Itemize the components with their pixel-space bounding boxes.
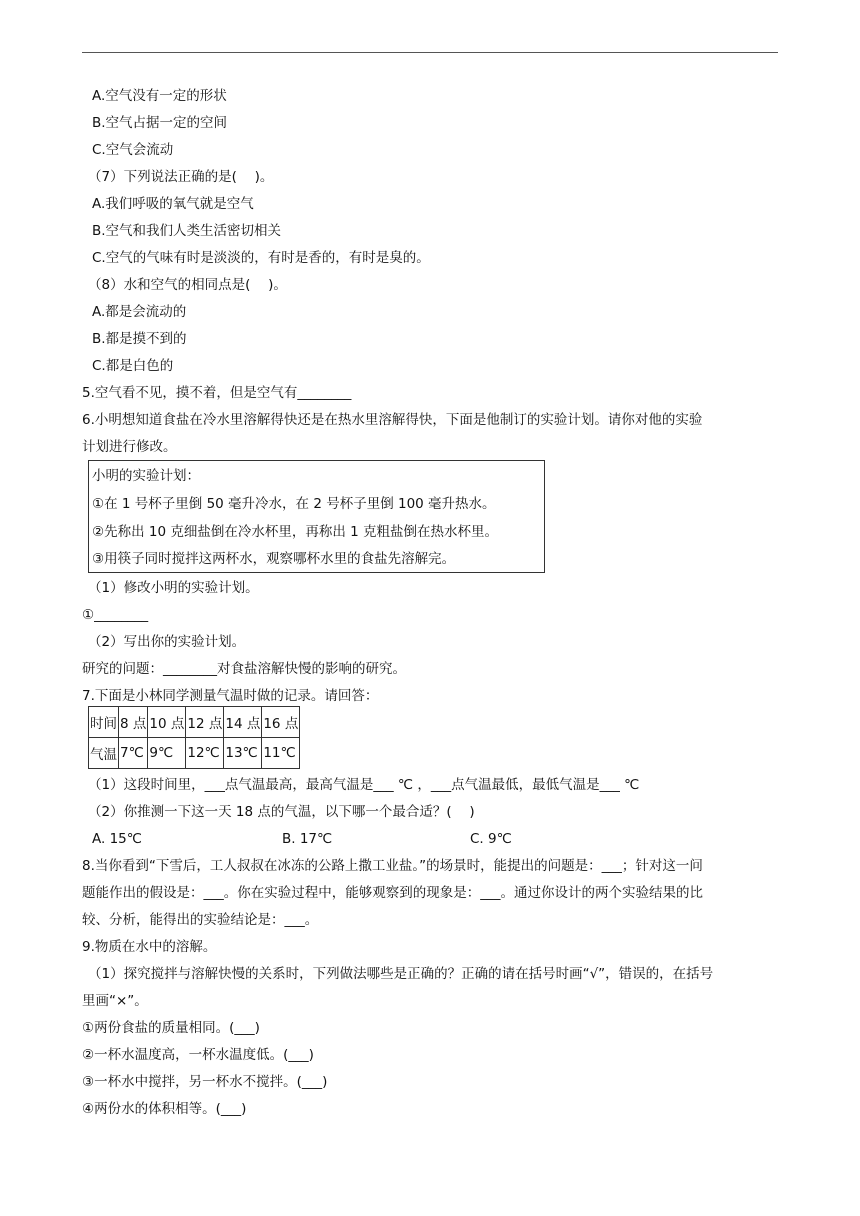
- problem-6-line-1: 6.小明想知道食盐在冷水里溶解得快还是在热水里溶解得快，下面是他制订的实验计划。请你对他的实验: [82, 412, 703, 428]
- table-row-temperature: [89, 738, 300, 769]
- table-cell: 12 点: [186, 707, 224, 738]
- q7-option-a: A.我们呼吸的氧气就是空气: [92, 196, 254, 212]
- table-cell: 7℃: [119, 738, 148, 769]
- problem-5: 5.空气看不见，摸不着，但是空气有________: [82, 385, 352, 401]
- table-cell: 16 点: [262, 707, 300, 738]
- temperature-table: [88, 706, 300, 769]
- q7-option-c: C.空气的气味有时是淡淡的，有时是香的，有时是臭的。: [92, 250, 430, 266]
- plan-step-2: ②先称出 10 克细盐倒在冷水杯里，再称出 1 克粗盐倒在热水杯里。: [92, 524, 499, 540]
- problem-9-sub-1-line-1: （1）探究搅拌与溶解快慢的关系时，下列做法哪些是正确的？正确的请在括号时画“√”，错误的，在括号: [88, 966, 714, 982]
- q6-option-b: B.空气占据一定的空间: [92, 115, 228, 131]
- q7-option-b: B.空气和我们人类生活密切相关: [92, 223, 282, 239]
- q6-option-c: C.空气会流动: [92, 142, 174, 158]
- experiment-plan-box: [88, 460, 545, 573]
- problem-6-sub-2: （2）写出你的实验计划。: [88, 634, 246, 650]
- p7-option-c: C. 9℃: [470, 831, 512, 847]
- problem-6-line-2: 计划进行修改。: [82, 439, 177, 455]
- problem-8-line-2: 题能作出的假设是：___。你在实验过程中，能够观察到的现象是：___。通过你设计的两个实验结果的比: [82, 885, 703, 901]
- table-cell: 10 点: [148, 707, 186, 738]
- problem-8-line-3: 较、分析，能得出的实验结论是：___。: [82, 912, 319, 928]
- problem-6-sub-2-answer: 研究的问题：________对食盐溶解快慢的影响的研究。: [82, 661, 406, 677]
- q6-option-a: A.空气没有一定的形状: [92, 88, 227, 104]
- q8-option-b: B.都是摸不到的: [92, 331, 187, 347]
- p7-option-a: A. 15℃: [92, 831, 142, 847]
- problem-7-sub-1: （1）这段时间里，___点气温最高，最高气温是___ ℃ ，___点气温最低，最低气温是___ ℃: [88, 777, 640, 793]
- table-cell: 12℃: [186, 738, 224, 769]
- problem-9-item-3: ③一杯水中搅拌，另一杯水不搅拌。(___): [82, 1074, 328, 1090]
- question-8: （8）水和空气的相同点是( )。: [88, 277, 287, 293]
- plan-step-1: ①在 1 号杯子里倒 50 毫升冷水，在 2 号杯子里倒 100 毫升热水。: [92, 496, 496, 512]
- table-cell: 8 点: [119, 707, 148, 738]
- problem-9-item-4: ④两份水的体积相等。(___): [82, 1101, 247, 1117]
- problem-9-item-2: ②一杯水温度高，一杯水温度低。(___): [82, 1047, 314, 1063]
- problem-6-sub-1-answer: ①________: [82, 607, 149, 623]
- table-cell: 气温: [89, 738, 119, 769]
- problem-7: 7.下面是小林同学测量气温时做的记录。请回答：: [82, 688, 379, 704]
- problem-7-sub-2: （2）你推测一下这一天 18 点的气温，以下哪一个最合适？( ): [88, 804, 475, 820]
- q8-option-c: C.都是白色的: [92, 358, 174, 374]
- problem-9-sub-1-line-2: 里画“×”。: [82, 993, 148, 1009]
- problem-8-line-1: 8.当你看到“下雪后，工人叔叔在冰冻的公路上撒工业盐。”的场景时，能提出的问题是：___；针对这一问: [82, 858, 703, 874]
- table-row-time: [89, 707, 300, 738]
- plan-step-3: ③用筷子同时搅拌这两杯水，观察哪杯水里的食盐先溶解完。: [92, 551, 456, 567]
- problem-6-sub-1: （1）修改小明的实验计划。: [88, 580, 259, 596]
- table-cell: 13℃: [224, 738, 262, 769]
- table-cell: 9℃: [148, 738, 186, 769]
- problem-9: 9.物质在水中的溶解。: [82, 939, 217, 955]
- header-rule: [82, 52, 778, 53]
- question-7: （7）下列说法正确的是( )。: [88, 169, 274, 185]
- table-cell: 时间: [89, 707, 119, 738]
- table-cell: 14 点: [224, 707, 262, 738]
- q8-option-a: A.都是会流动的: [92, 304, 187, 320]
- problem-9-item-1: ①两份食盐的质量相同。(___): [82, 1020, 260, 1036]
- plan-title: 小明的实验计划：: [92, 468, 200, 484]
- p7-option-b: B. 17℃: [282, 831, 333, 847]
- table-cell: 11℃: [262, 738, 300, 769]
